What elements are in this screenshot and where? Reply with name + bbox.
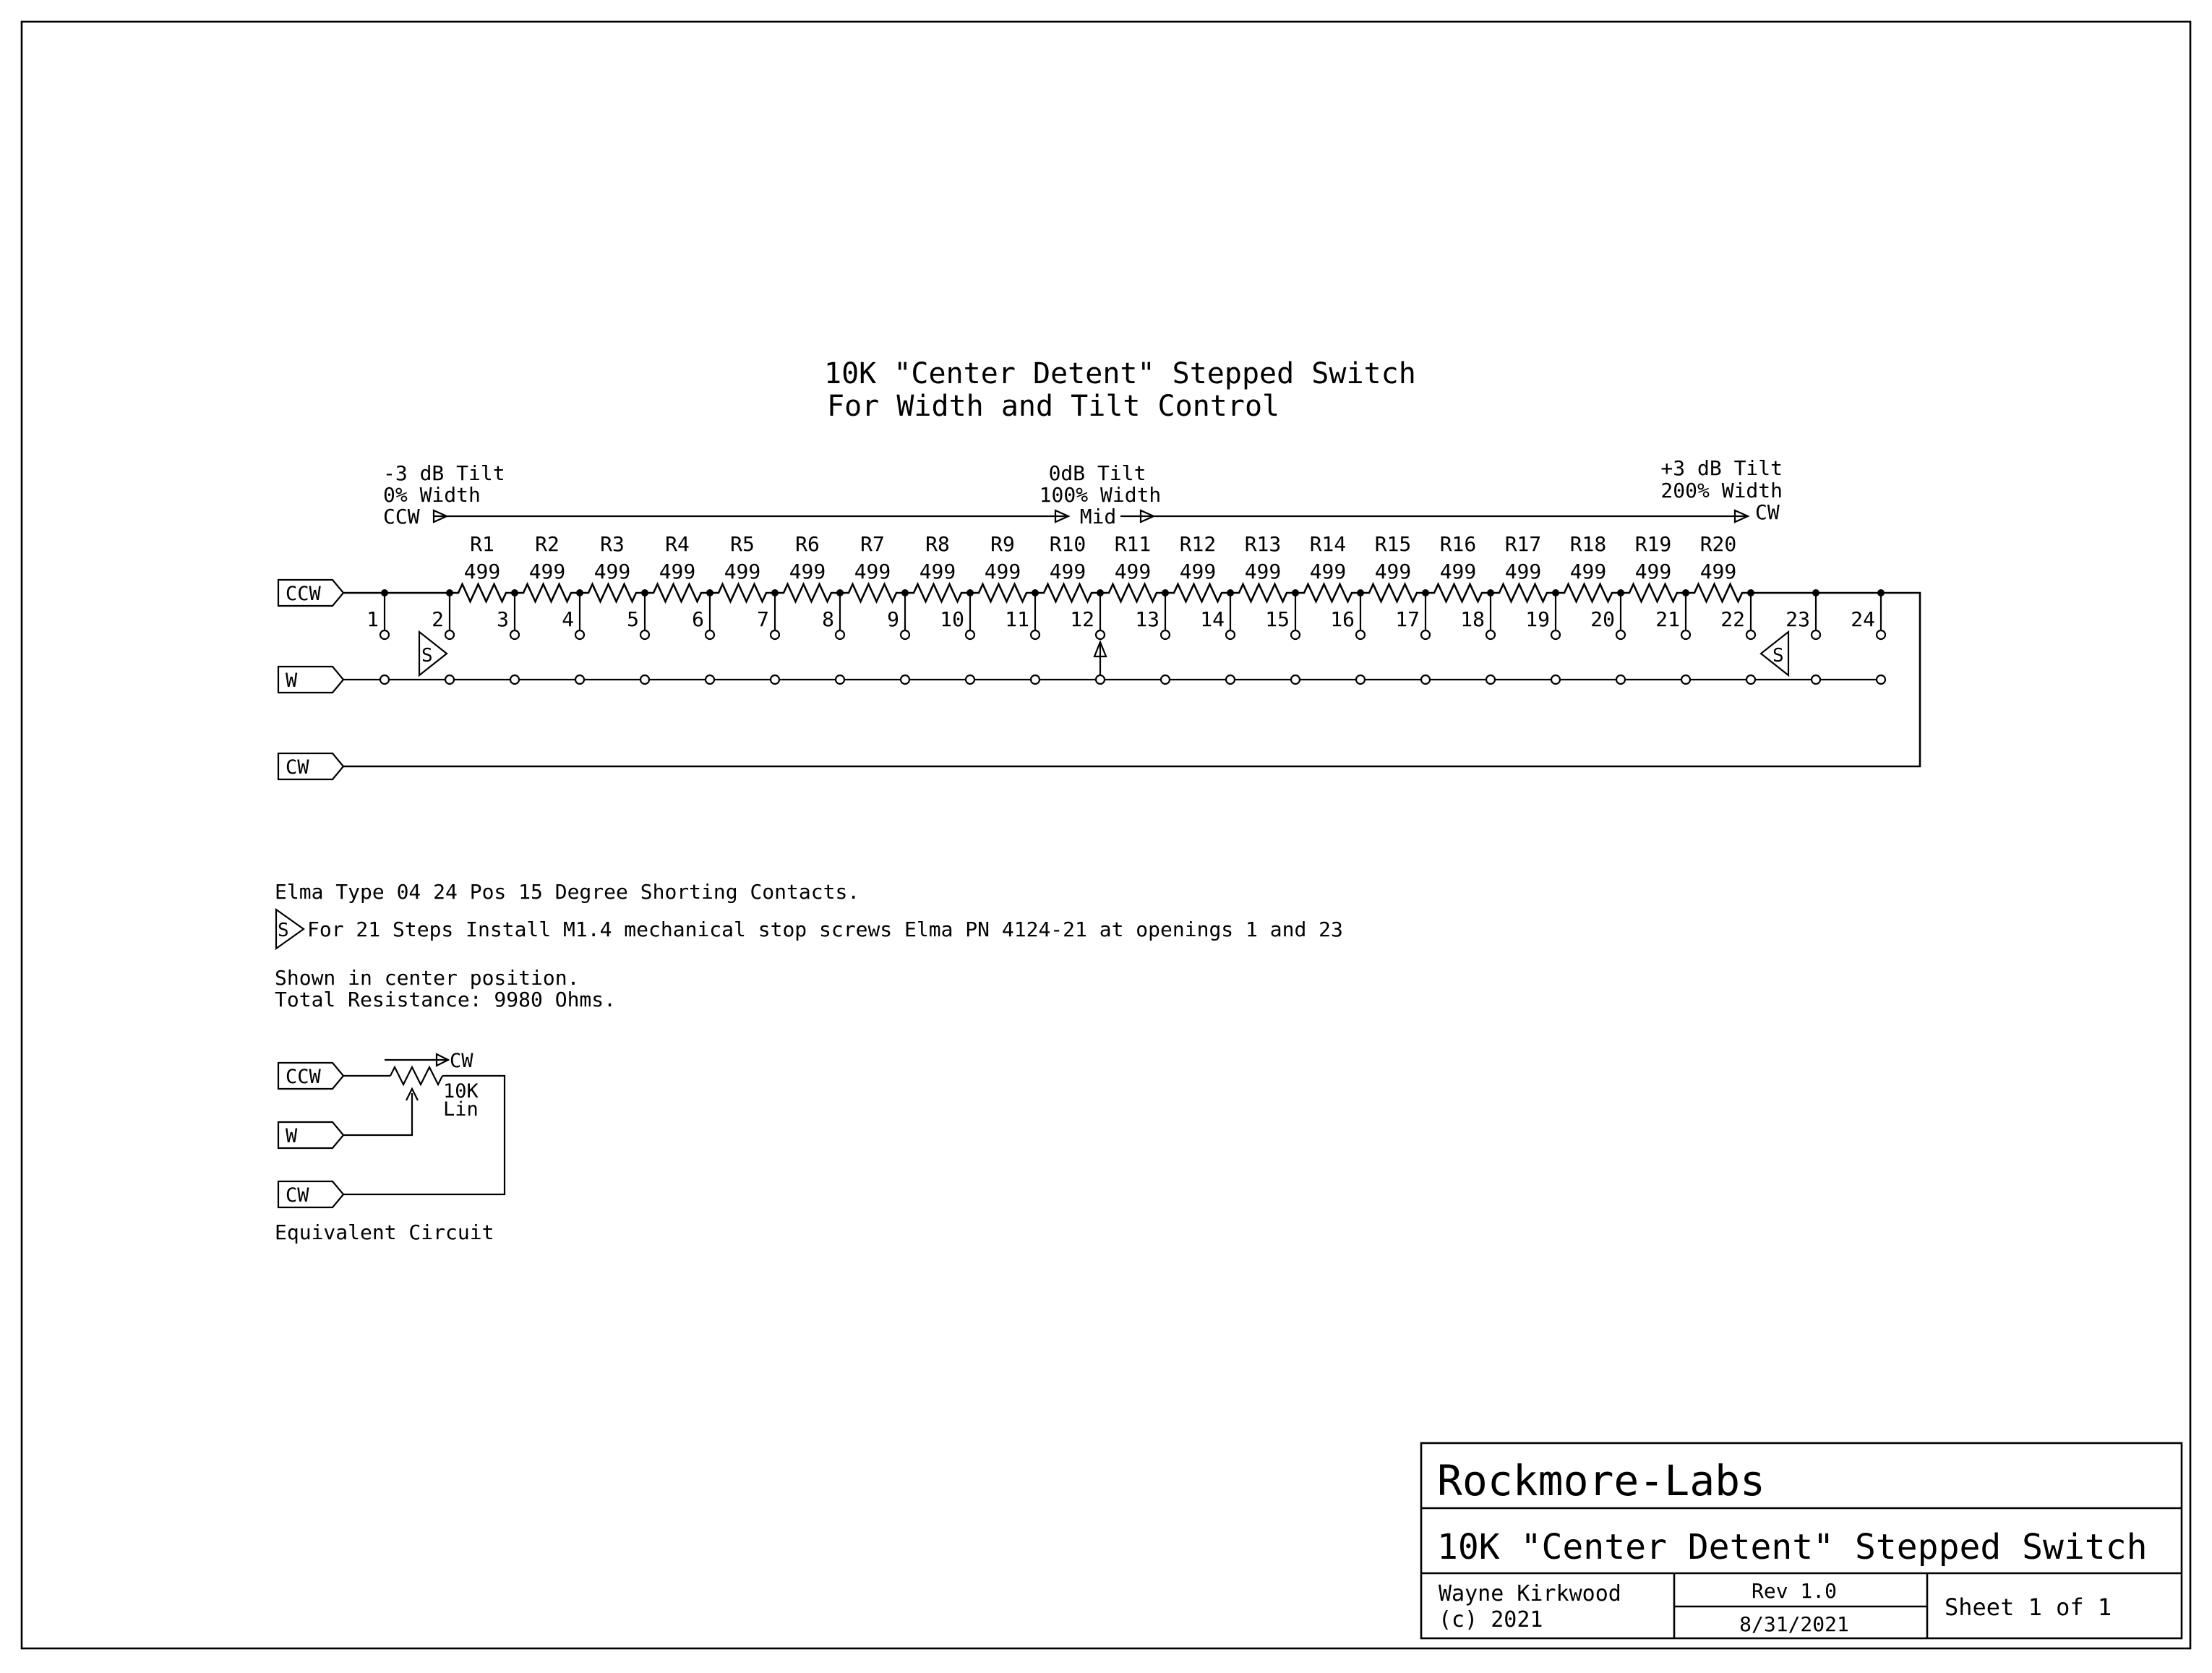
note-position: Shown in center position. bbox=[275, 966, 580, 990]
contact-terminal-21 bbox=[1681, 630, 1690, 639]
title-block-rev: Rev 1.0 bbox=[1751, 1579, 1838, 1603]
diagram-title-line1: 10K "Center Detent" Stepped Switch bbox=[824, 357, 1416, 390]
wiper-terminal-1 bbox=[380, 675, 389, 684]
wiper-terminal-10 bbox=[966, 675, 974, 684]
resistor-ref-r11: R11 bbox=[1114, 532, 1152, 556]
resistor-r20 bbox=[1686, 584, 1751, 602]
stop-symbol-left bbox=[419, 632, 447, 675]
contact-terminal-24 bbox=[1877, 630, 1885, 639]
equiv-wiper bbox=[343, 1093, 412, 1135]
direction-mid-label-3: Mid bbox=[1079, 505, 1117, 529]
position-number-3: 3 bbox=[497, 607, 509, 631]
resistor-value-r12: 499 bbox=[1179, 560, 1217, 583]
resistor-r8 bbox=[905, 584, 970, 602]
resistor-ref-r10: R10 bbox=[1049, 532, 1086, 556]
resistor-ref-r7: R7 bbox=[860, 532, 885, 556]
position-number-15: 15 bbox=[1265, 607, 1290, 631]
resistor-value-r10: 499 bbox=[1049, 560, 1086, 583]
resistor-value-r5: 499 bbox=[724, 560, 761, 583]
wiper-terminal-7 bbox=[771, 675, 779, 684]
resistor-value-r13: 499 bbox=[1244, 560, 1282, 583]
resistor-r15 bbox=[1360, 584, 1426, 602]
wiper-terminal-11 bbox=[1031, 675, 1039, 684]
contact-terminal-1 bbox=[380, 630, 389, 639]
equiv-port-cw-label: CW bbox=[286, 1184, 309, 1207]
contact-terminal-14 bbox=[1226, 630, 1235, 639]
port-ccw bbox=[278, 580, 343, 606]
position-number-10: 10 bbox=[940, 607, 964, 631]
resistor-r12 bbox=[1165, 584, 1230, 602]
resistor-ref-r3: R3 bbox=[600, 532, 625, 556]
position-number-17: 17 bbox=[1395, 607, 1420, 631]
equiv-pot-taper: Lin bbox=[443, 1098, 479, 1121]
direction-mid-label-2: 100% Width bbox=[1039, 483, 1162, 507]
wiper-terminal-22 bbox=[1746, 675, 1755, 684]
resistor-value-r20: 499 bbox=[1699, 560, 1737, 583]
port-cw bbox=[278, 753, 343, 779]
resistor-value-r11: 499 bbox=[1114, 560, 1152, 583]
wiper-terminal-21 bbox=[1681, 675, 1690, 684]
position-number-2: 2 bbox=[432, 607, 444, 631]
resistor-r18 bbox=[1556, 584, 1621, 602]
direction-left-label-1: -3 dB Tilt bbox=[383, 461, 505, 485]
title-block-sheet: Sheet 1 of 1 bbox=[1945, 1593, 2112, 1621]
contact-terminal-20 bbox=[1616, 630, 1625, 639]
sheet-border bbox=[22, 22, 2190, 1648]
contact-terminal-16 bbox=[1356, 630, 1365, 639]
resistor-ref-r20: R20 bbox=[1699, 532, 1737, 556]
stop-symbol-right bbox=[1761, 632, 1788, 675]
position-number-8: 8 bbox=[822, 607, 834, 631]
resistor-ref-r5: R5 bbox=[730, 532, 755, 556]
resistor-value-r7: 499 bbox=[854, 560, 891, 583]
resistor-r10 bbox=[1035, 584, 1100, 602]
title-block bbox=[1421, 1443, 2182, 1638]
wiper-terminal-8 bbox=[836, 675, 844, 684]
port-ccw-label: CCW bbox=[286, 583, 321, 605]
resistor-ref-r12: R12 bbox=[1179, 532, 1217, 556]
contact-terminal-10 bbox=[966, 630, 974, 639]
title-block-company: Rockmore-Labs bbox=[1437, 1456, 1765, 1505]
resistor-value-r8: 499 bbox=[919, 560, 956, 583]
contact-terminal-12 bbox=[1096, 630, 1105, 639]
resistor-r17 bbox=[1491, 584, 1556, 602]
position-number-13: 13 bbox=[1135, 607, 1159, 631]
title-block-copyright: (c) 2021 bbox=[1439, 1607, 1543, 1633]
position-number-20: 20 bbox=[1590, 607, 1615, 631]
equiv-pot-value: 10K bbox=[443, 1080, 479, 1103]
position-number-9: 9 bbox=[887, 607, 899, 631]
stop-symbol-right-label: S bbox=[1772, 645, 1784, 667]
port-cw-label: CW bbox=[286, 756, 309, 779]
resistor-r7 bbox=[840, 584, 905, 602]
resistor-ref-r8: R8 bbox=[925, 532, 950, 556]
resistor-r16 bbox=[1426, 584, 1491, 602]
wiper-terminal-15 bbox=[1291, 675, 1300, 684]
position-number-5: 5 bbox=[627, 607, 639, 631]
resistor-ref-r4: R4 bbox=[665, 532, 690, 556]
resistor-r2 bbox=[515, 584, 580, 602]
position-number-18: 18 bbox=[1460, 607, 1485, 631]
contact-terminal-17 bbox=[1421, 630, 1430, 639]
position-number-6: 6 bbox=[692, 607, 704, 631]
position-number-11: 11 bbox=[1005, 607, 1029, 631]
equiv-port-w-label: W bbox=[286, 1125, 298, 1147]
resistor-ref-r6: R6 bbox=[795, 532, 820, 556]
position-number-19: 19 bbox=[1525, 607, 1550, 631]
wiper-terminal-16 bbox=[1356, 675, 1365, 684]
contact-terminal-5 bbox=[640, 630, 649, 639]
resistor-r9 bbox=[970, 584, 1035, 602]
wiper-terminal-17 bbox=[1421, 675, 1430, 684]
wiper-terminal-4 bbox=[575, 675, 584, 684]
wiper-terminal-3 bbox=[510, 675, 519, 684]
stop-symbol-left-label: S bbox=[421, 645, 433, 667]
note-stop-symbol bbox=[276, 910, 304, 949]
wiper-terminal-14 bbox=[1226, 675, 1235, 684]
switch-network bbox=[343, 532, 1920, 766]
resistor-value-r17: 499 bbox=[1504, 560, 1542, 583]
position-number-21: 21 bbox=[1655, 607, 1680, 631]
direction-left-label-3: CCW bbox=[383, 505, 420, 529]
diagram-title-line2: For Width and Tilt Control bbox=[827, 390, 1280, 423]
wiper-terminal-19 bbox=[1551, 675, 1560, 684]
contact-terminal-8 bbox=[836, 630, 844, 639]
resistor-value-r1: 499 bbox=[463, 560, 501, 583]
resistor-value-r6: 499 bbox=[789, 560, 826, 583]
resistor-value-r4: 499 bbox=[659, 560, 696, 583]
resistor-value-r18: 499 bbox=[1569, 560, 1607, 583]
resistor-value-r15: 499 bbox=[1374, 560, 1412, 583]
position-number-12: 12 bbox=[1070, 607, 1094, 631]
direction-right-label-1: +3 dB Tilt bbox=[1660, 456, 1783, 480]
resistor-ref-r18: R18 bbox=[1569, 532, 1607, 556]
resistor-r3 bbox=[580, 584, 645, 602]
note-total-resistance: Total Resistance: 9980 Ohms. bbox=[275, 988, 617, 1011]
resistor-ref-r15: R15 bbox=[1374, 532, 1412, 556]
resistor-r14 bbox=[1295, 584, 1360, 602]
resistor-value-r3: 499 bbox=[593, 560, 631, 583]
resistor-value-r2: 499 bbox=[528, 560, 566, 583]
direction-right-label-3: CW bbox=[1755, 500, 1780, 524]
position-number-16: 16 bbox=[1330, 607, 1355, 631]
title-block-date: 8/31/2021 bbox=[1739, 1612, 1849, 1636]
resistor-r11 bbox=[1100, 584, 1165, 602]
resistor-value-r16: 499 bbox=[1439, 560, 1477, 583]
port-w bbox=[278, 667, 343, 693]
position-number-4: 4 bbox=[562, 607, 574, 631]
position-number-22: 22 bbox=[1720, 607, 1745, 631]
contact-terminal-15 bbox=[1291, 630, 1300, 639]
contact-terminal-4 bbox=[575, 630, 584, 639]
position-number-14: 14 bbox=[1200, 607, 1225, 631]
resistor-r4 bbox=[645, 584, 710, 602]
resistor-r1 bbox=[450, 584, 515, 602]
resistor-r5 bbox=[710, 584, 775, 602]
resistor-ref-r13: R13 bbox=[1244, 532, 1282, 556]
resistor-value-r19: 499 bbox=[1634, 560, 1672, 583]
direction-right-label-2: 200% Width bbox=[1660, 479, 1783, 502]
wiper-terminal-2 bbox=[445, 675, 454, 684]
note-stop-symbol-label: S bbox=[278, 920, 289, 941]
wiper-terminal-24 bbox=[1877, 675, 1885, 684]
position-number-1: 1 bbox=[366, 607, 379, 631]
port-w-label: W bbox=[286, 669, 298, 692]
wiper-terminal-23 bbox=[1812, 675, 1820, 684]
direction-mid-label-1: 0dB Tilt bbox=[1048, 461, 1146, 485]
wiper-terminal-12 bbox=[1096, 675, 1105, 684]
equivalent-circuit bbox=[275, 1050, 505, 1244]
contact-terminal-19 bbox=[1551, 630, 1560, 639]
resistor-ref-r1: R1 bbox=[470, 532, 494, 556]
resistor-ref-r14: R14 bbox=[1309, 532, 1347, 556]
position-number-23: 23 bbox=[1786, 607, 1810, 631]
resistor-value-r9: 499 bbox=[984, 560, 1021, 583]
contact-terminal-6 bbox=[706, 630, 714, 639]
equiv-caption: Equivalent Circuit bbox=[275, 1220, 494, 1244]
note-stop-screws: For 21 Steps Install M1.4 mechanical stop screws Elma PN 4124-21 at openings 1 and 23 bbox=[307, 917, 1343, 941]
position-number-7: 7 bbox=[757, 607, 769, 631]
contact-terminal-11 bbox=[1031, 630, 1039, 639]
equiv-potentiometer bbox=[390, 1067, 442, 1084]
contact-terminal-7 bbox=[771, 630, 779, 639]
position-number-24: 24 bbox=[1851, 607, 1875, 631]
contact-terminal-18 bbox=[1486, 630, 1495, 639]
contact-terminal-2 bbox=[445, 630, 454, 639]
wiper-terminal-13 bbox=[1161, 675, 1170, 684]
note-contacts: Elma Type 04 24 Pos 15 Degree Shorting Contacts. bbox=[275, 880, 860, 904]
resistor-ref-r2: R2 bbox=[535, 532, 560, 556]
resistor-ref-r9: R9 bbox=[990, 532, 1015, 556]
wiper-terminal-18 bbox=[1486, 675, 1495, 684]
contact-terminal-23 bbox=[1812, 630, 1820, 639]
title-block-author: Wayne Kirkwood bbox=[1439, 1581, 1621, 1606]
wiper-terminal-5 bbox=[640, 675, 649, 684]
resistor-r13 bbox=[1230, 584, 1295, 602]
direction-left-label-2: 0% Width bbox=[383, 483, 481, 507]
contact-terminal-3 bbox=[510, 630, 519, 639]
resistor-ref-r17: R17 bbox=[1504, 532, 1542, 556]
contact-terminal-9 bbox=[901, 630, 909, 639]
contact-terminal-13 bbox=[1161, 630, 1170, 639]
resistor-r19 bbox=[1621, 584, 1686, 602]
resistor-ref-r16: R16 bbox=[1439, 532, 1477, 556]
equiv-cw-arrow-label: CW bbox=[450, 1050, 473, 1072]
equiv-port-ccw-label: CCW bbox=[286, 1066, 321, 1088]
wiper-terminal-20 bbox=[1616, 675, 1625, 684]
wiper-terminal-6 bbox=[706, 675, 714, 684]
contact-terminal-22 bbox=[1746, 630, 1755, 639]
title-block-title: 10K "Center Detent" Stepped Switch bbox=[1437, 1527, 2148, 1567]
resistor-ref-r19: R19 bbox=[1634, 532, 1672, 556]
resistor-r6 bbox=[775, 584, 840, 602]
wiper-terminal-9 bbox=[901, 675, 909, 684]
resistor-value-r14: 499 bbox=[1309, 560, 1347, 583]
